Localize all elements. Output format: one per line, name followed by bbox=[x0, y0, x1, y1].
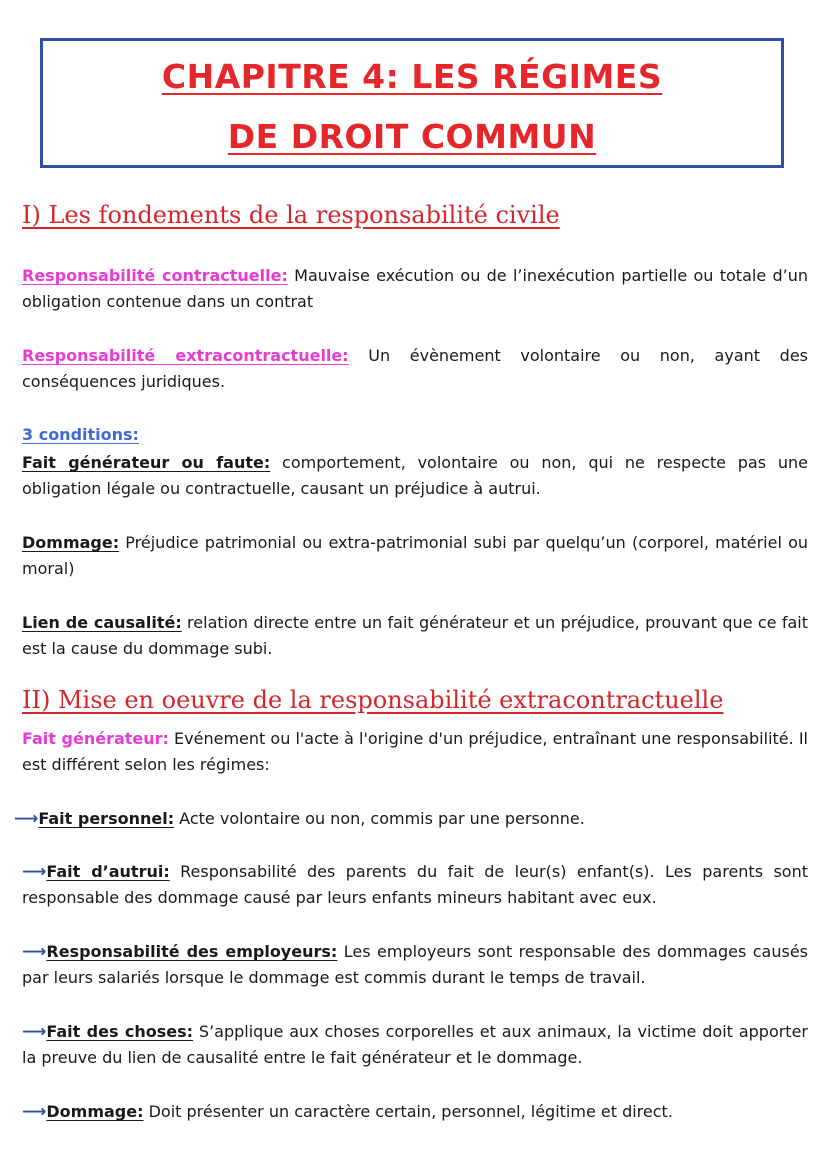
term-fait-generateur-2: Fait générateur: bbox=[22, 729, 169, 748]
item-employeurs bbox=[22, 939, 808, 991]
text-lien-causalite: relation directe entre un fait générateur et un préjudice, prouvant que ce fait est la cause du dommage subi. bbox=[22, 613, 808, 658]
text-fait-generateur-2: Evénement ou l'acte à l'origine d'un préjudice, entraînant une responsabilité. Il est différent selon les régimes: bbox=[22, 729, 808, 774]
section-2-heading: II) Mise en oeuvre de la responsabilité extracontractuelle bbox=[22, 686, 724, 714]
paragraph-contractuelle bbox=[22, 263, 808, 315]
paragraph-fait-generateur bbox=[22, 450, 808, 502]
term-fait-choses: Fait des choses: bbox=[46, 1022, 194, 1041]
term-extracontractuelle: Responsabilité extracontractuelle: bbox=[22, 346, 349, 365]
conditions-label: 3 conditions: bbox=[22, 425, 139, 444]
paragraph-fait-generateur-2 bbox=[22, 726, 808, 778]
title-line-1: CHAPITRE 4: LES RÉGIMES bbox=[161, 57, 663, 96]
item-fait-autrui bbox=[22, 859, 808, 911]
term-fait-autrui: Fait d’autrui: bbox=[46, 862, 170, 881]
term-fait-personnel: Fait personnel: bbox=[38, 809, 175, 828]
arrow-icon: ⟶ bbox=[22, 942, 47, 962]
title-line-2: DE DROIT COMMUN bbox=[227, 117, 597, 156]
term-lien-causalite: Lien de causalité: bbox=[22, 613, 182, 632]
text-fait-generateur: comportement, volontaire ou non, qui ne respecte pas une obligation légale ou contractuelle, causant un préjudice à autrui. bbox=[22, 453, 808, 498]
title-box bbox=[40, 38, 784, 168]
term-dommage: Dommage: bbox=[22, 533, 120, 552]
item-fait-personnel bbox=[14, 806, 808, 832]
term-contractuelle: Responsabilité contractuelle: bbox=[22, 266, 288, 285]
term-employeurs: Responsabilité des employeurs: bbox=[46, 942, 338, 961]
paragraph-lien-causalite bbox=[22, 610, 808, 662]
text-dommage: Préjudice patrimonial ou extra-patrimonial subi par quelqu’un (corporel, matériel ou moral) bbox=[22, 533, 808, 578]
text-fait-autrui: Responsabilité des parents du fait de leur(s) enfant(s). Les parents sont responsable des dommage causé par leurs enfants mineurs habitant avec eux. bbox=[22, 862, 808, 907]
text-employeurs: Les employeurs sont responsable des dommages causés par leurs salariés lorsque le dommage est commis durant le temps de travail. bbox=[22, 942, 808, 987]
paragraph-extracontractuelle bbox=[22, 343, 808, 395]
term-dommage-2: Dommage: bbox=[46, 1102, 144, 1121]
item-dommage bbox=[22, 1099, 808, 1125]
arrow-icon: ⟶ bbox=[14, 809, 39, 829]
text-dommage-2: Doit présenter un caractère certain, personnel, légitime et direct. bbox=[143, 1102, 673, 1121]
term-fait-generateur: Fait générateur ou faute: bbox=[22, 453, 271, 472]
arrow-icon: ⟶ bbox=[22, 1102, 47, 1122]
text-extracontractuelle: Un évènement volontaire ou non, ayant des conséquences juridiques. bbox=[22, 346, 808, 391]
item-fait-choses bbox=[22, 1019, 808, 1071]
paragraph-dommage bbox=[22, 530, 808, 582]
text-contractuelle: Mauvaise exécution ou de l’inexécution partielle ou totale d’un obligation contenue dans un contrat bbox=[22, 266, 809, 311]
text-fait-personnel: Acte volontaire ou non, commis par une personne. bbox=[174, 809, 585, 828]
text-fait-choses: S’applique aux choses corporelles et aux animaux, la victime doit apporter la preuve du lien de causalité entre le fait générateur et le dommage. bbox=[22, 1022, 808, 1067]
arrow-icon: ⟶ bbox=[22, 862, 47, 882]
arrow-icon: ⟶ bbox=[22, 1022, 47, 1042]
section-1-heading: I) Les fondements de la responsabilité civile bbox=[22, 201, 560, 229]
